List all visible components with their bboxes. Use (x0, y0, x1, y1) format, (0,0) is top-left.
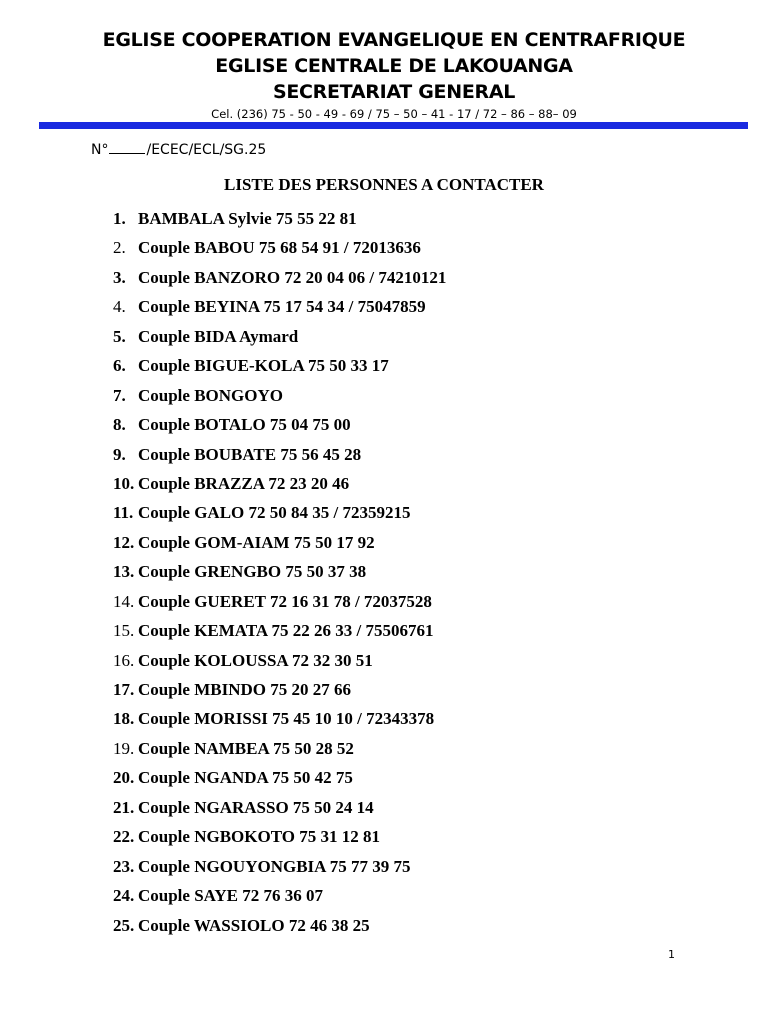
list-item-text: Couple NAMBEA 75 50 28 52 (138, 738, 354, 758)
list-item-number: 24. (113, 886, 135, 906)
list-item (113, 235, 446, 264)
list-item-number: 14. (113, 591, 135, 611)
list-item-number: 18. (113, 709, 135, 729)
list-item-number: 13. (113, 562, 135, 582)
list-item (113, 324, 446, 353)
list-item-text: Couple NGBOKOTO 75 31 12 81 (138, 827, 380, 847)
list-item-number: 12. (113, 532, 135, 552)
list-item-text: Couple NGARASSO 75 50 24 14 (138, 797, 374, 817)
list-item-text: Couple WASSIOLO 72 46 38 25 (138, 915, 370, 935)
list-item-number: 19. (113, 738, 135, 758)
list-item (113, 765, 446, 794)
list-item-text: Couple NGOUYONGBIA 75 77 39 75 (138, 856, 411, 876)
list-item-text: Couple BOTALO 75 04 75 00 (138, 415, 351, 435)
list-item (113, 883, 446, 912)
list-item (113, 500, 446, 529)
list-item-text: Couple GRENGBO 75 50 37 38 (138, 562, 367, 582)
list-item (113, 648, 446, 677)
list-item-number: 8. (113, 415, 126, 435)
list-item-text: Couple KOLOUSSA 72 32 30 51 (138, 650, 373, 670)
list-item-number: 15. (113, 621, 135, 641)
contact-list (113, 206, 446, 942)
list-item-text: BAMBALA Sylvie 75 55 22 81 (138, 209, 357, 228)
list-item (113, 854, 446, 883)
list-item-number: 2. (113, 238, 126, 258)
list-item-number: 16. (113, 650, 135, 670)
department-name: SECRETARIAT GENERAL (272, 81, 516, 103)
list-item-number: 6. (113, 356, 126, 376)
list-item-text: Couple MORISSI 75 45 10 10 / 72343378 (138, 709, 435, 729)
list-item (113, 383, 446, 412)
list-item (113, 824, 446, 853)
list-item (113, 442, 446, 471)
reference-blank (109, 139, 145, 154)
list-item (113, 530, 446, 559)
list-item-number: 17. (113, 680, 135, 699)
document-title: LISTE DES PERSONNES A CONTACTER (224, 175, 544, 194)
list-item-text: Couple SAYE 72 76 36 07 (138, 886, 323, 906)
list-item (113, 913, 446, 942)
header-divider (39, 122, 748, 129)
list-item (113, 265, 446, 294)
list-item-text: Couple BIGUE-KOLA 75 50 33 17 (138, 356, 389, 376)
list-item (113, 677, 446, 706)
list-item-text: Couple MBINDO 75 20 27 66 (138, 680, 351, 699)
list-item-number: 11. (113, 503, 134, 523)
list-item-number: 23. (113, 856, 135, 876)
list-item (113, 412, 446, 441)
list-item (113, 706, 446, 735)
list-item (113, 618, 446, 647)
church-name: EGLISE COOPERATION EVANGELIQUE EN CENTRAFRIQUE (102, 29, 686, 51)
list-item (113, 736, 446, 765)
list-item (113, 559, 446, 588)
reference-prefix: N° (91, 142, 109, 158)
list-item-text: Couple GUERET 72 16 31 78 / 72037528 (138, 591, 432, 611)
list-item-number: 10. (113, 473, 135, 493)
list-item-number: 9. (113, 444, 126, 464)
local-church-name: EGLISE CENTRALE DE LAKOUANGA (215, 55, 573, 77)
list-item-text: Couple BOUBATE 75 56 45 28 (138, 444, 362, 464)
list-item-number: 21. (113, 797, 135, 817)
list-item-text: Couple BANZORO 72 20 04 06 / 74210121 (138, 267, 447, 287)
list-item-text: Couple BRAZZA 72 23 20 46 (138, 473, 350, 493)
list-item (113, 206, 446, 235)
list-item-number: 22. (113, 827, 135, 847)
page-number: 1 (668, 948, 675, 961)
list-item-text: Couple BEYINA 75 17 54 34 / 75047859 (138, 297, 426, 317)
list-item-text: Couple GALO 72 50 84 35 / 72359215 (138, 503, 411, 523)
list-item-number: 3. (113, 267, 126, 287)
list-item (113, 471, 446, 500)
list-item-number: 4. (113, 297, 126, 317)
reference-suffix: /ECEC/ECL/SG.25 (146, 142, 267, 158)
list-item-number: 20. (113, 768, 135, 788)
reference-number (91, 139, 266, 160)
list-item (113, 353, 446, 382)
list-item-text: Couple NGANDA 75 50 42 75 (138, 768, 353, 788)
list-item-text: Couple BONGOYO (138, 385, 283, 405)
list-item (113, 294, 446, 323)
list-item (113, 795, 446, 824)
list-item (113, 589, 446, 618)
list-item-number: 5. (113, 326, 126, 346)
list-item-number: 7. (113, 385, 126, 405)
list-item-text: Couple BIDA Aymard (138, 326, 299, 346)
list-item-text: Couple BABOU 75 68 54 91 / 72013636 (138, 238, 421, 258)
letterhead (0, 27, 768, 122)
list-item-text: Couple KEMATA 75 22 26 33 / 75506761 (138, 621, 434, 641)
list-item-number: 1. (113, 209, 126, 228)
contact-phones: Cel. (236) 75 - 50 - 49 - 69 / 75 – 50 – 41 - 17 / 72 – 86 – 88– 09 (211, 107, 577, 121)
list-item-number: 25. (113, 915, 135, 935)
list-item-text: Couple GOM-AIAM 75 50 17 92 (138, 532, 375, 552)
